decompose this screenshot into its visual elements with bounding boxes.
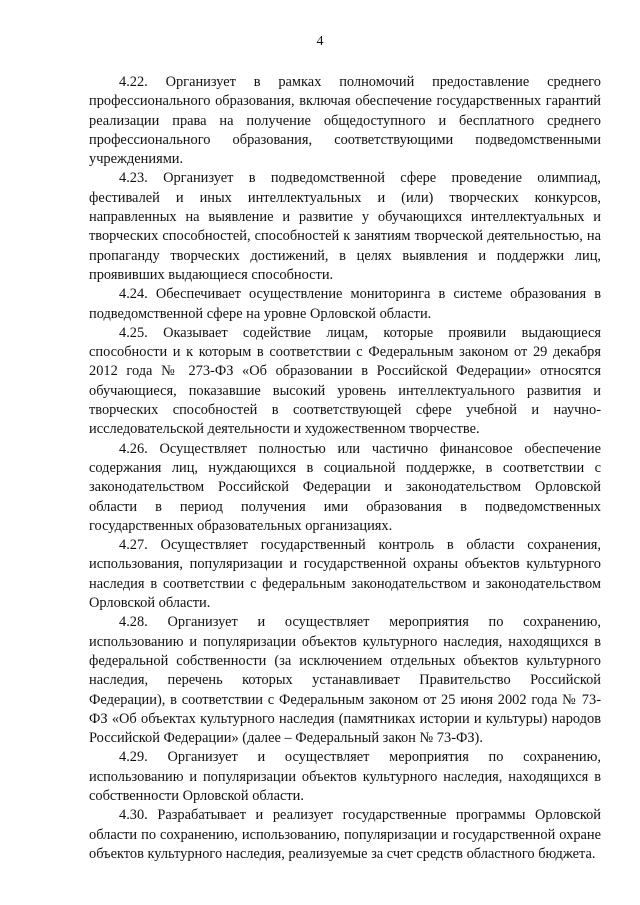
paragraph-4-28: 4.28. Организует и осуществляет мероприятия по сохранению, использованию и популяризации объектов культурного наследия, находящихся в федеральной собственности (за исключением отдельных объектов культурного наследия, перечень которых устанавливает Правительство Российской Федерации), в соответствии с Федеральным законом от 25 июня 2002 года № 73-ФЗ «Об объектах культурного наследия (памятниках истории и культуры) народов Российской Федерации» (далее – Федеральный закон № 73-ФЗ). xyxy=(89,614,601,747)
paragraph-4-25: 4.25. Оказывает содействие лицам, которые проявили выдающиеся способности и к которым в соответствии с Федеральным законом от 29 декабря 2012 года № 273-ФЗ «Об образовании в Российской Федерации» относятся обучающиеся, показавшие высокий уровень интеллектуального развития и творческих способностей в соответствующей сфере учебной и научно-исследовательской деятельности и художественном творчестве. xyxy=(89,324,601,438)
document-body xyxy=(89,73,601,864)
paragraph-4-24: 4.24. Обеспечивает осуществление мониторинга в системе образования в подведомственной сфере на уровне Орловской области. xyxy=(89,286,601,322)
paragraph-4-29: 4.29. Организует и осуществляет мероприятия по сохранению, использованию и популяризации объектов культурного наследия, находящихся в собственности Орловской области. xyxy=(89,749,601,804)
page-number: 4 xyxy=(316,34,324,49)
paragraph-4-23: 4.23. Организует в подведомственной сфере проведение олимпиад, фестивалей и иных интеллектуальных и (или) творческих конкурсов, направленных на выявление и развитие у обучающихся интеллектуальных и творческих способностей, способностей к занятиям творческой деятельностью, на пропаганду творческих достижений, в целях выявления и поддержки лиц, проявивших выдающиеся способности. xyxy=(89,170,601,283)
paragraph-4-27: 4.27. Осуществляет государственный контроль в области сохранения, использования, популяризации и государственной охраны объектов культурного наследия в соответствии с федеральным законодательством и законодательством Орловской области. xyxy=(89,537,601,612)
paragraph-4-30: 4.30. Разрабатывает и реализует государственные программы Орловской области по сохранению, использованию, популяризации и государственной охране объектов культурного наследия, реализуемые за счет средств областного бюджета. xyxy=(89,807,601,862)
paragraph-4-22: 4.22. Организует в рамках полномочий предоставление среднего профессионального образования, включая обеспечение государственных гарантий реализации права на получение общедоступного и бесплатного среднего профессионального образования, соответствующими подведомственными учреждениями. xyxy=(89,74,601,168)
paragraph-4-26: 4.26. Осуществляет полностью или частично финансовое обеспечение содержания лиц, нуждающихся в социальной поддержке, в соответствии с законодательством Российской Федерации и законодательством Орловской области в период получения ими образования в подведомственных государственных образовательных организациях. xyxy=(89,440,601,534)
